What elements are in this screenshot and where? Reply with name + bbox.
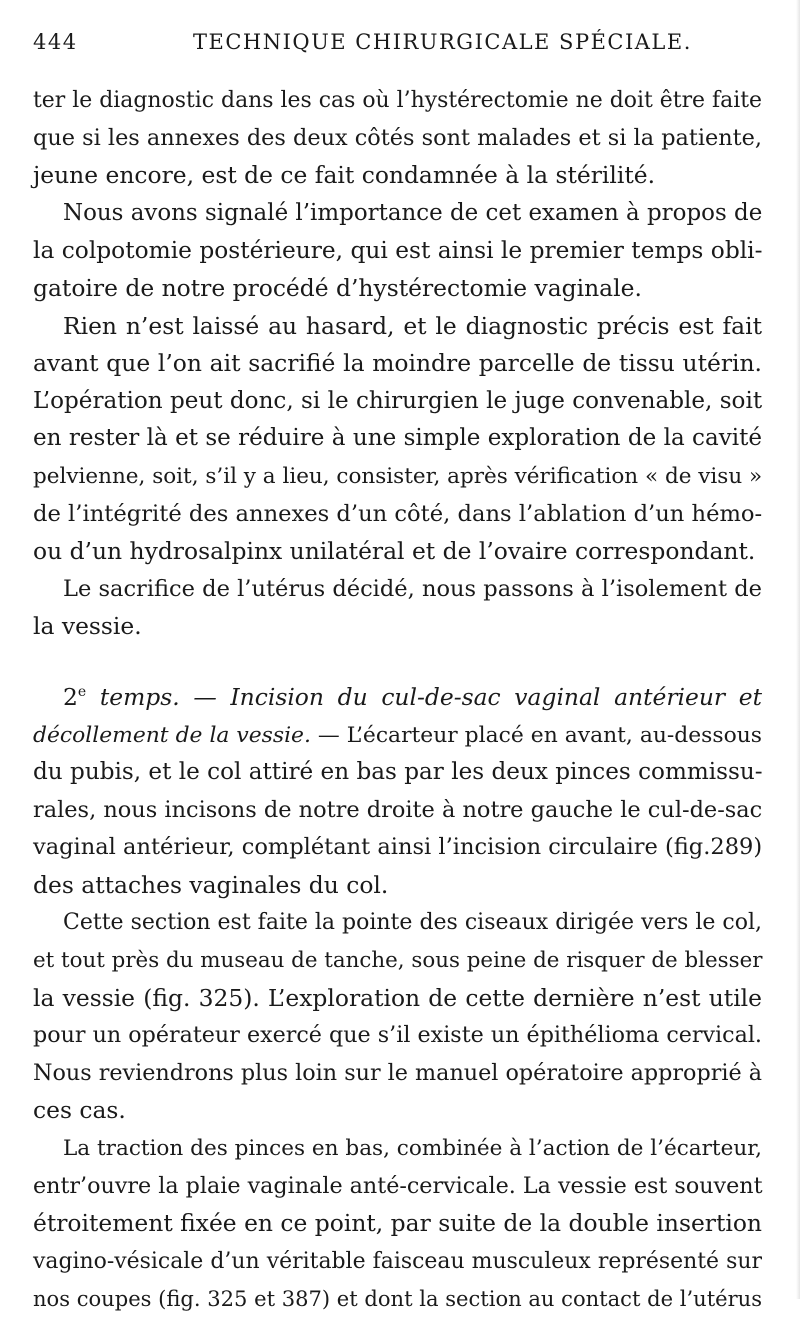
running-title: TECHNIQUE CHIRURGICALE SPÉCIALE.	[193, 30, 692, 54]
section-heading-italic: temps. — Incision du cul-de-sac vaginal antérieur et	[99, 682, 762, 711]
section-text: — L’écarteur placé en avant, au-dessous	[310, 722, 762, 748]
text-line: Nous avons signalé l’importance de cet examen à propos de	[63, 199, 763, 226]
text-line: L’opération peut donc, si le chirurgien le juge convenable, soit	[33, 387, 763, 414]
text-line: vaginal antérieur, complétant ainsi l’incision circulaire (fig.289)	[33, 834, 763, 861]
text-line: entr’ouvre la plaie vaginale anté-cervicale. La vessie est souvent	[33, 1172, 763, 1199]
text-line: et tout près du museau de tanche, sous peine de risquer de blesser	[33, 948, 763, 974]
section-heading-italic: décollement de la vessie.	[33, 722, 311, 748]
text-line: ces cas.	[33, 1096, 126, 1125]
text-line: avant que l’on ait sacrifié la moindre parcelle de tissu utérin.	[33, 349, 762, 378]
text-line: pour un opérateur exercé que s’il existe un épithélioma cervical.	[33, 1022, 762, 1049]
page-number: 444	[33, 30, 78, 54]
page-body	[33, 82, 762, 1318]
text-line: la vessie (fig. 325). L’exploration de cette dernière n’est utile	[33, 983, 762, 1012]
text-line: rales, nous incisons de notre droite à notre gauche le cul-de-sac	[33, 796, 763, 823]
text-line: étroitement fixée en ce point, par suite de la double insertion	[33, 1209, 762, 1238]
text-line: des attaches vaginales du col.	[33, 870, 389, 899]
section-heading-line	[33, 679, 762, 717]
paragraph	[33, 1130, 762, 1318]
text-line: la colpotomie postérieure, qui est ainsi le premier temps obli-	[33, 237, 763, 265]
text-line: Cette section est faite la pointe des ciseaux dirigée vers le col,	[63, 910, 762, 936]
section-paragraph	[33, 679, 762, 905]
text-line: jeune encore, est de ce fait condamnée à la stérilité.	[33, 161, 656, 190]
text-line: Nous reviendrons plus loin sur le manuel opératoire approprié à	[33, 1059, 763, 1086]
paragraph	[33, 904, 762, 1130]
text-line: que si les annexes des deux côtés sont malades et si la patiente,	[33, 124, 762, 151]
text-line: Le sacrifice de l’utérus décidé, nous passons à l’isolement de	[63, 575, 762, 602]
text-line: en rester là et se réduire à une simple exploration de la cavité	[33, 425, 762, 452]
section-number: 2	[63, 682, 78, 711]
text-line: ter le diagnostic dans les cas où l’hystérectomie ne doit être faite	[33, 88, 762, 113]
section-number-sup: e	[77, 684, 87, 701]
text-line: nos coupes (fig. 325 et 387) et dont la section au contact de l’utérus	[33, 1286, 763, 1312]
text-line: ou d’un hydrosalpinx unilatéral et de l’ovaire correspondant.	[33, 537, 756, 566]
text-line: du pubis, et le col attiré en bas par les deux pinces commissu-	[33, 759, 763, 786]
text-line: Rien n’est laissé au hasard, et le diagnostic précis est fait	[63, 311, 762, 340]
paragraph	[33, 195, 762, 308]
paragraph	[33, 308, 762, 571]
text-line: gatoire de notre procédé d’hystérectomie vaginale.	[33, 273, 642, 302]
scan-edge-shadow	[796, 0, 800, 1299]
paragraph	[33, 571, 762, 646]
text-line: vagino-vésicale d’un véritable faisceau musculeux représenté sur	[33, 1248, 762, 1274]
text-line: La traction des pinces en bas, combinée à l’action de l’écarteur,	[63, 1136, 762, 1162]
section-heading-line	[33, 717, 762, 755]
page-header	[33, 30, 762, 62]
text-line: de l’intégrité des annexes d’un côté, dans l’ablation d’un hémo-	[33, 500, 763, 527]
text-line: la vessie.	[33, 612, 142, 641]
text-line: pelvienne, soit, s’il y a lieu, consister, après vérification « de visu »	[33, 463, 763, 489]
paragraph	[33, 82, 762, 195]
